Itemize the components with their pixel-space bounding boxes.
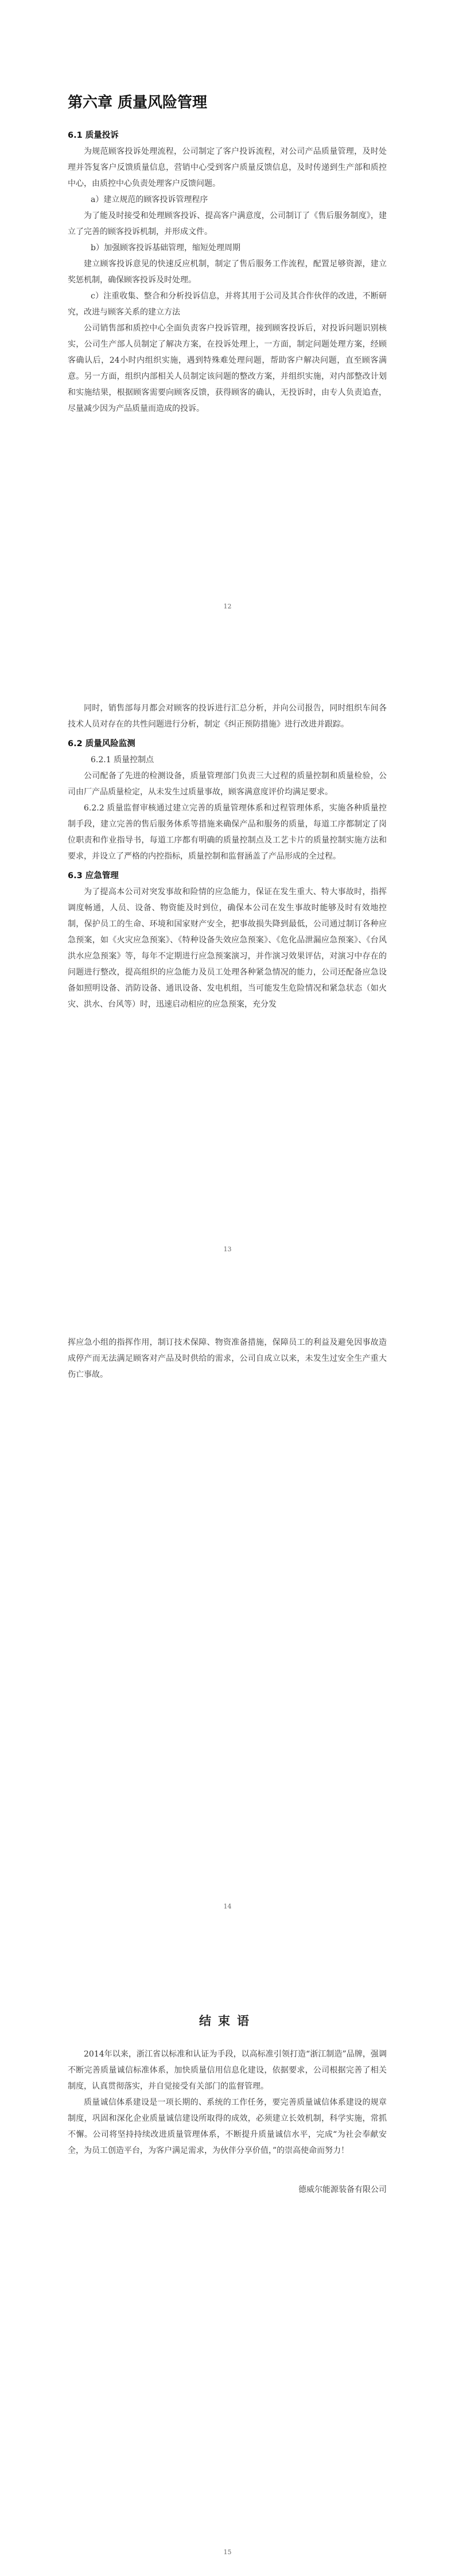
- paragraph: 为了能及时接受和处理顾客投诉、提高客户满意度，公司制订了《售后服务制度》，建立了完善的顾客投诉机制，并形成文件。: [68, 211, 387, 236]
- list-item-title: c）注重收集、整合和分析投诉信息，并将其用于公司及其合作伙伴的改进，不断研究，改进与顾客关系的建立方法: [68, 292, 387, 317]
- paragraph: 2014年以来，浙江省以标准和认证为手段，以高标准引领打造“浙江制造”品牌，强调不断完善质量诚信标准体系，加快质量信用信息化建设，依据要求，公司根据完善了相关制度，认真贯彻落实，并自觉接受有关部门的监督管理。: [68, 2050, 387, 2091]
- chapter-title: 第六章 质量风险管理: [68, 94, 208, 111]
- page-number: 13: [223, 1246, 232, 1253]
- paragraph: 建立顾客投诉意见的快速反应机制，制定了售后服务工作流程，配置足够资源，建立奖惩机制，确保顾客投诉及时处理。: [68, 259, 387, 285]
- subsection-title: 6.2.1 质量控制点: [91, 755, 154, 765]
- paragraph: 6.2.2 质量监督审核通过建立完善的质量管理体系和过程管理体系，实施各种质量控制手段，建立完善的售后服务体系等措施来确保产品和服务的质量，每道工序都制定了岗位职责和作业指导书，每道工序都有明确的质量控制点及工艺卡片的质量控制实施方法和要求，并设立了严格的内控指标，质量控制和监督涵盖了产品形成的全过程。: [68, 804, 387, 861]
- paragraph: 同时，销售部每月都会对顾客的投诉进行汇总分析，并向公司报告，同时组织车间各技术人员对存在的共性问题进行分析，制定《纠正预防措施》进行改进并跟踪。: [68, 704, 387, 729]
- paragraph: 为规范顾客投诉处理流程，公司制定了客户投诉流程，对公司产品质量管理，及时处理并答复客户反馈质量信息，营销中心受到客户质量反馈信息，及时传递到生产部和质控中心，由质控中心负责处理客户反馈问题。: [68, 147, 387, 188]
- section-heading: 6.3 应急管理: [68, 871, 119, 880]
- list-item-title: a）建立规范的顾客投诉管理程序: [91, 195, 208, 204]
- closing-content: [68, 2046, 387, 2198]
- paragraph: 质量诚信体系建设是一项长期的、系统的工作任务，要完善质量诚信体系建设的规章制度，巩固和深化企业质量诚信建设所取得的成效，必须建立长效机制，科学实施，常抓不懈。公司将坚持持续改进质量管理体系，不断提升质量诚信水平，完成“为社会奉献安全，为员工创造平台，为客户满足需求，为伙伴分享价值，”的崇高使命而努力！: [68, 2098, 387, 2155]
- page-2-content: [68, 700, 387, 1012]
- paragraph: 为了提高本公司对突发事故和险情的应急能力，保证在发生重大、特大事故时，指挥调度畅通，人员、设备、物资能及时到位，确保本公司在发生事故时能够及时有效地控制，保护员工的生命、环境和国家财产安全，把事故损失降到最低，公司通过制订各种应急预案，如《火灾应急预案》、《特种设备失效应急预案》、《危化品泄漏应急预案》、《台风洪水应急预案》等，每年不定期进行应急预案演习，并作演习效果评估，对演习中存在的问题进行整改，提高组织的应急能力及员工处理各种紧急情况的能力，公司还配备应急设备如照明设备、消防设备、通讯设备、发电机组，当可能发生危险情况和紧急状态（如火灾、洪水、台风等）时，迅速启动相应的应急预案，充分发: [68, 887, 387, 1009]
- page-number: 14: [223, 1903, 232, 1910]
- paragraph: 公司配备了先进的检测设备，质量管理部门负责三大过程的质量控制和质量检验，公司由厂产品质量检定，从未发生过质量事故，顾客满意度评价均满足要求。: [68, 771, 387, 797]
- page-3-content: [68, 1334, 387, 1383]
- paragraph: 挥应急小组的指挥作用，制订技术保障、物资准备措施，保障员工的利益及避免因事故造成停产而无法满足顾客对产品及时供给的需求，公司自成立以来，未发生过安全生产重大伤亡事故。: [68, 1338, 387, 1379]
- page-number: 12: [223, 603, 232, 610]
- page-number: 15: [223, 2548, 232, 2556]
- section-heading: 6.2 质量风险监测: [68, 739, 135, 748]
- paragraph: 公司销售部和质控中心全面负责客户投诉管理，接到顾客投诉后，对投诉问题识别核实，公司生产部人员制定了解决方案，在投诉处理上，一方面，制定问题处理方案，经顾客确认后，24小时内组织实施，遇到特殊难处理问题，帮助客户解决问题，直至顾客满意。另一方面，组织内部相关人员制定该问题的整改方案，并组织实施，对内部整改计划和实施结果，根据顾客需要向顾客反馈，获得顾客的确认，无投诉时，由专人负责追查，尽量减少因为产品质量而造成的投诉。: [68, 324, 387, 413]
- section-6-1: [68, 127, 387, 417]
- list-item-title: b）加强顾客投诉基础管理，缩短处理周期: [91, 243, 240, 253]
- signature: 德威尔能源装备有限公司: [298, 2185, 387, 2194]
- section-heading: 6.1 质量投诉: [68, 131, 119, 140]
- closing-title: 结束语: [199, 2014, 256, 2028]
